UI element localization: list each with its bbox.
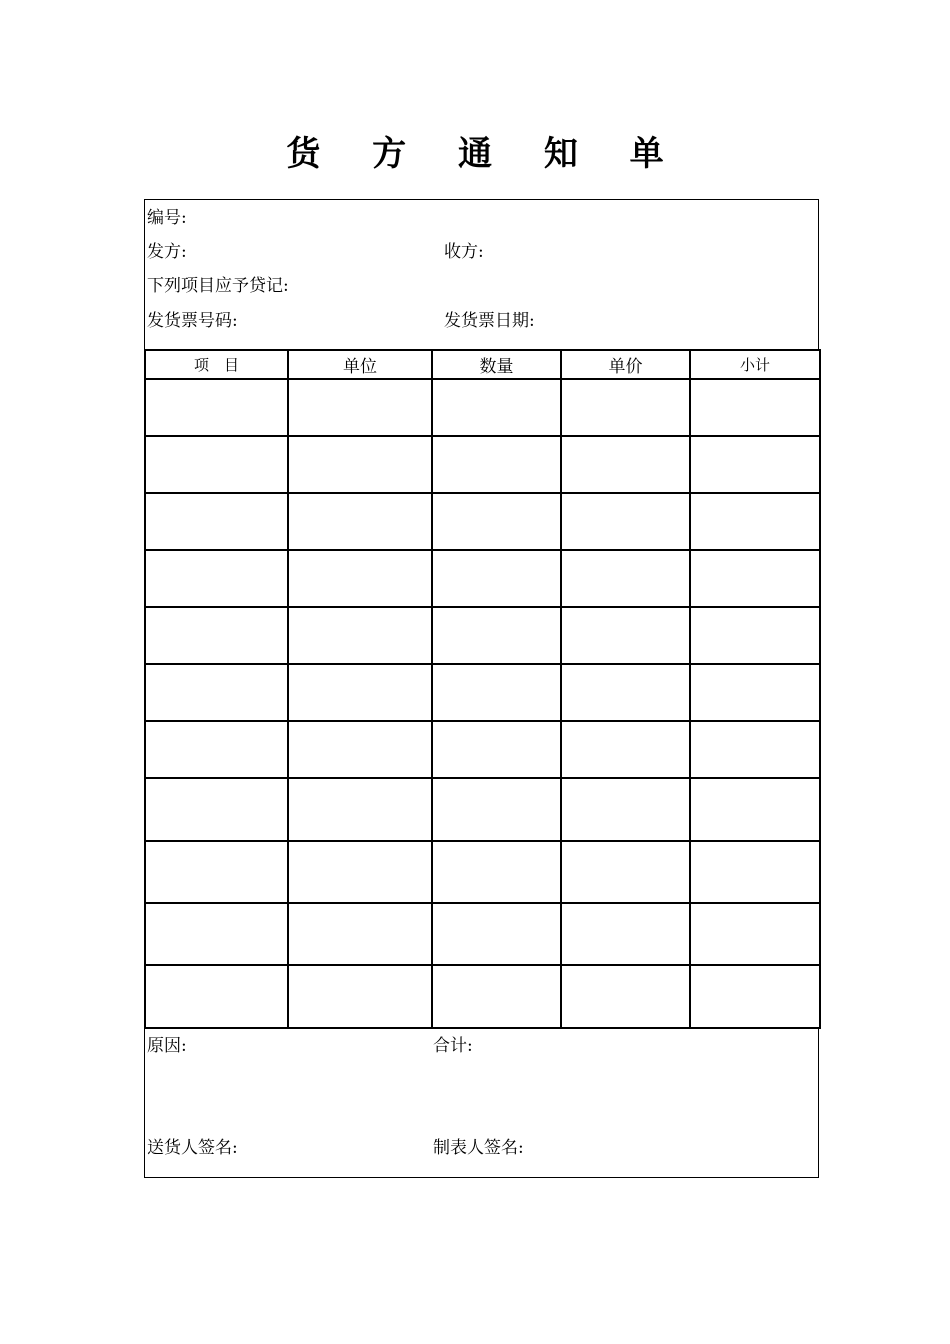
header-section [144, 199, 819, 350]
table-cell[interactable] [690, 965, 820, 1028]
table-cell[interactable] [288, 493, 432, 550]
table-cell[interactable] [690, 721, 820, 778]
table-cell[interactable] [690, 664, 820, 721]
table-row [145, 903, 820, 965]
table-cell[interactable] [432, 965, 561, 1028]
table-cell[interactable] [145, 664, 288, 721]
table-cell[interactable] [145, 841, 288, 903]
table-cell[interactable] [432, 379, 561, 436]
table-cell[interactable] [288, 607, 432, 664]
table-cell[interactable] [690, 550, 820, 607]
column-header-subtotal: 小计 [690, 350, 820, 379]
table-cell[interactable] [690, 607, 820, 664]
table-row [145, 607, 820, 664]
invoice-date-label: 发货票日期: [444, 311, 535, 331]
total-label: 合计: [433, 1036, 473, 1056]
credit-label: 下列项目应予贷记: [147, 276, 289, 296]
table-cell[interactable] [145, 493, 288, 550]
table-cell[interactable] [432, 841, 561, 903]
table-row [145, 721, 820, 778]
table-cell[interactable] [561, 664, 690, 721]
table-cell[interactable] [145, 965, 288, 1028]
table-cell[interactable] [690, 436, 820, 493]
column-header-unit: 单位 [288, 350, 432, 379]
table-cell[interactable] [561, 965, 690, 1028]
column-header-quantity: 数量 [432, 350, 561, 379]
table-cell[interactable] [145, 903, 288, 965]
table-cell[interactable] [561, 607, 690, 664]
invoice-number-label: 发货票号码: [147, 311, 238, 331]
table-cell[interactable] [561, 778, 690, 841]
table-row [145, 841, 820, 903]
number-label: 编号: [147, 208, 187, 228]
deliverer-signature-label: 送货人签名: [147, 1138, 238, 1158]
table-row [145, 778, 820, 841]
preparer-signature-label: 制表人签名: [433, 1138, 524, 1158]
table-cell[interactable] [288, 664, 432, 721]
table-cell[interactable] [145, 436, 288, 493]
table-cell[interactable] [561, 721, 690, 778]
table-cell[interactable] [288, 778, 432, 841]
table-row [145, 550, 820, 607]
items-table [144, 349, 821, 1029]
table-cell[interactable] [690, 841, 820, 903]
table-cell[interactable] [145, 550, 288, 607]
table-row [145, 965, 820, 1028]
table-cell[interactable] [432, 721, 561, 778]
table-cell[interactable] [145, 607, 288, 664]
page-title: 货 方 通 知 单 [286, 134, 684, 174]
table-cell[interactable] [145, 721, 288, 778]
table-cell[interactable] [288, 721, 432, 778]
footer-section [144, 1028, 819, 1178]
table-cell[interactable] [288, 965, 432, 1028]
table-cell[interactable] [432, 436, 561, 493]
column-header-unit-price: 单价 [561, 350, 690, 379]
table-cell[interactable] [561, 841, 690, 903]
table-row [145, 493, 820, 550]
table-cell[interactable] [288, 841, 432, 903]
table-cell[interactable] [561, 903, 690, 965]
table-cell[interactable] [690, 778, 820, 841]
table-cell[interactable] [690, 903, 820, 965]
receiver-label: 收方: [444, 242, 484, 262]
table-cell[interactable] [145, 379, 288, 436]
reason-label: 原因: [147, 1036, 187, 1056]
column-header-item: 项 目 [145, 350, 288, 379]
table-row [145, 436, 820, 493]
table-cell[interactable] [288, 903, 432, 965]
table-cell[interactable] [690, 493, 820, 550]
table-cell[interactable] [288, 436, 432, 493]
table-cell[interactable] [145, 778, 288, 841]
table-cell[interactable] [432, 493, 561, 550]
table-cell[interactable] [561, 493, 690, 550]
table-cell[interactable] [432, 778, 561, 841]
table-cell[interactable] [561, 379, 690, 436]
table-cell[interactable] [561, 436, 690, 493]
table-cell[interactable] [432, 664, 561, 721]
table-header-row [145, 350, 820, 379]
table-cell[interactable] [288, 379, 432, 436]
table-row [145, 664, 820, 721]
table-row [145, 379, 820, 436]
table-cell[interactable] [690, 379, 820, 436]
table-cell[interactable] [432, 903, 561, 965]
table-cell[interactable] [288, 550, 432, 607]
table-cell[interactable] [432, 550, 561, 607]
table-cell[interactable] [561, 550, 690, 607]
table-cell[interactable] [432, 607, 561, 664]
sender-label: 发方: [147, 242, 187, 262]
